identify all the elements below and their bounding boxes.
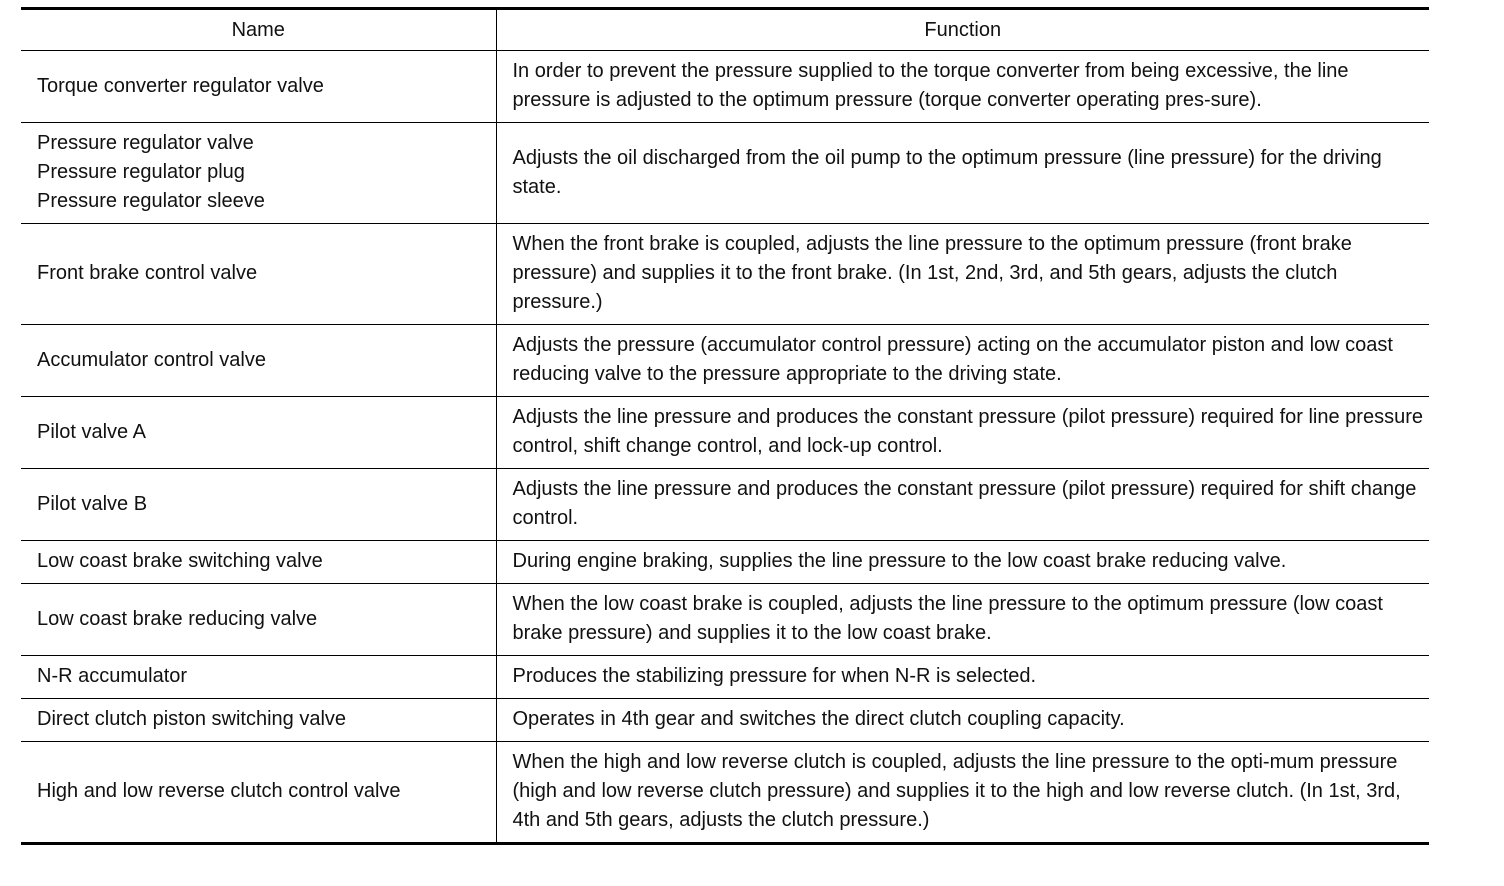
table-row (21, 699, 1429, 742)
name-cell (21, 742, 496, 844)
valve-name: Pilot valve B (37, 492, 148, 515)
function-cell: Operates in 4th gear and switches the direct clutch coupling capacity. (496, 699, 1429, 742)
name-cell (21, 397, 496, 469)
valve-name: Pressure regulator plug (37, 161, 245, 183)
valve-name: Torque converter regulator valve (37, 74, 324, 97)
valve-name: Pressure regulator valve (37, 132, 254, 154)
name-cell (21, 224, 496, 325)
function-cell: Adjusts the pressure (accumulator control pressure) acting on the accumulator piston and low coast reducing valve to the pressure appropriate to the driving state. (496, 325, 1429, 397)
table-row (21, 51, 1429, 123)
name-cell (21, 51, 496, 123)
name-cell (21, 699, 496, 742)
function-cell: When the low coast brake is coupled, adjusts the line pressure to the optimum pressure (low coast brake pressure) and supplies it to the low coast brake. (496, 584, 1429, 656)
valve-name: Low coast brake switching valve (37, 550, 323, 572)
table-row (21, 123, 1429, 224)
valve-name: Accumulator control valve (37, 348, 266, 371)
valve-function-table (21, 7, 1429, 845)
table-row (21, 224, 1429, 325)
table-header (21, 9, 1429, 51)
table-row (21, 541, 1429, 584)
name-cell (21, 656, 496, 699)
valve-name: Pressure regulator sleeve (37, 190, 265, 212)
name-cell (21, 123, 496, 224)
valve-name: Low coast brake reducing valve (37, 607, 318, 630)
name-cell (21, 469, 496, 541)
table-body (21, 51, 1429, 844)
name-cell (21, 325, 496, 397)
header-row (21, 9, 1429, 51)
table-row (21, 584, 1429, 656)
header-function: Function (496, 9, 1429, 51)
name-cell (21, 584, 496, 656)
table-row (21, 325, 1429, 397)
name-cell (21, 541, 496, 584)
function-cell: When the high and low reverse clutch is coupled, adjusts the line pressure to the opti-mum pressure (high and low reverse clutch pressure) and supplies it to the high and low reverse clutch. (In 1st, 3rd, 4th and 5th gears, adjusts the clutch pressure.) (496, 742, 1429, 844)
function-cell: Adjusts the oil discharged from the oil pump to the optimum pressure (line pressure) for the driving state. (496, 123, 1429, 224)
valve-name: Pilot valve A (37, 420, 146, 443)
function-cell: Produces the stabilizing pressure for when N-R is selected. (496, 656, 1429, 699)
header-name: Name (21, 9, 496, 51)
valve-name: High and low reverse clutch control valve (37, 780, 401, 802)
table-row (21, 742, 1429, 844)
function-cell: Adjusts the line pressure and produces the constant pressure (pilot pressure) required for line pressure control, shift change control, and lock-up control. (496, 397, 1429, 469)
table-row (21, 397, 1429, 469)
function-cell: Adjusts the line pressure and produces the constant pressure (pilot pressure) required for shift change control. (496, 469, 1429, 541)
valve-name: N-R accumulator (37, 665, 188, 687)
function-cell: In order to prevent the pressure supplied to the torque converter from being excessive, the line pressure is adjusted to the optimum pressure (torque converter operating pres-sure). (496, 51, 1429, 123)
function-cell: When the front brake is coupled, adjusts the line pressure to the optimum pressure (front brake pressure) and supplies it to the front brake. (In 1st, 2nd, 3rd, and 5th gears, adjusts the clutch pressure.) (496, 224, 1429, 325)
valve-name: Front brake control valve (37, 262, 258, 284)
table-row (21, 656, 1429, 699)
valve-name: Direct clutch piston switching valve (37, 708, 347, 730)
table-row (21, 469, 1429, 541)
function-cell: During engine braking, supplies the line pressure to the low coast brake reducing valve. (496, 541, 1429, 584)
